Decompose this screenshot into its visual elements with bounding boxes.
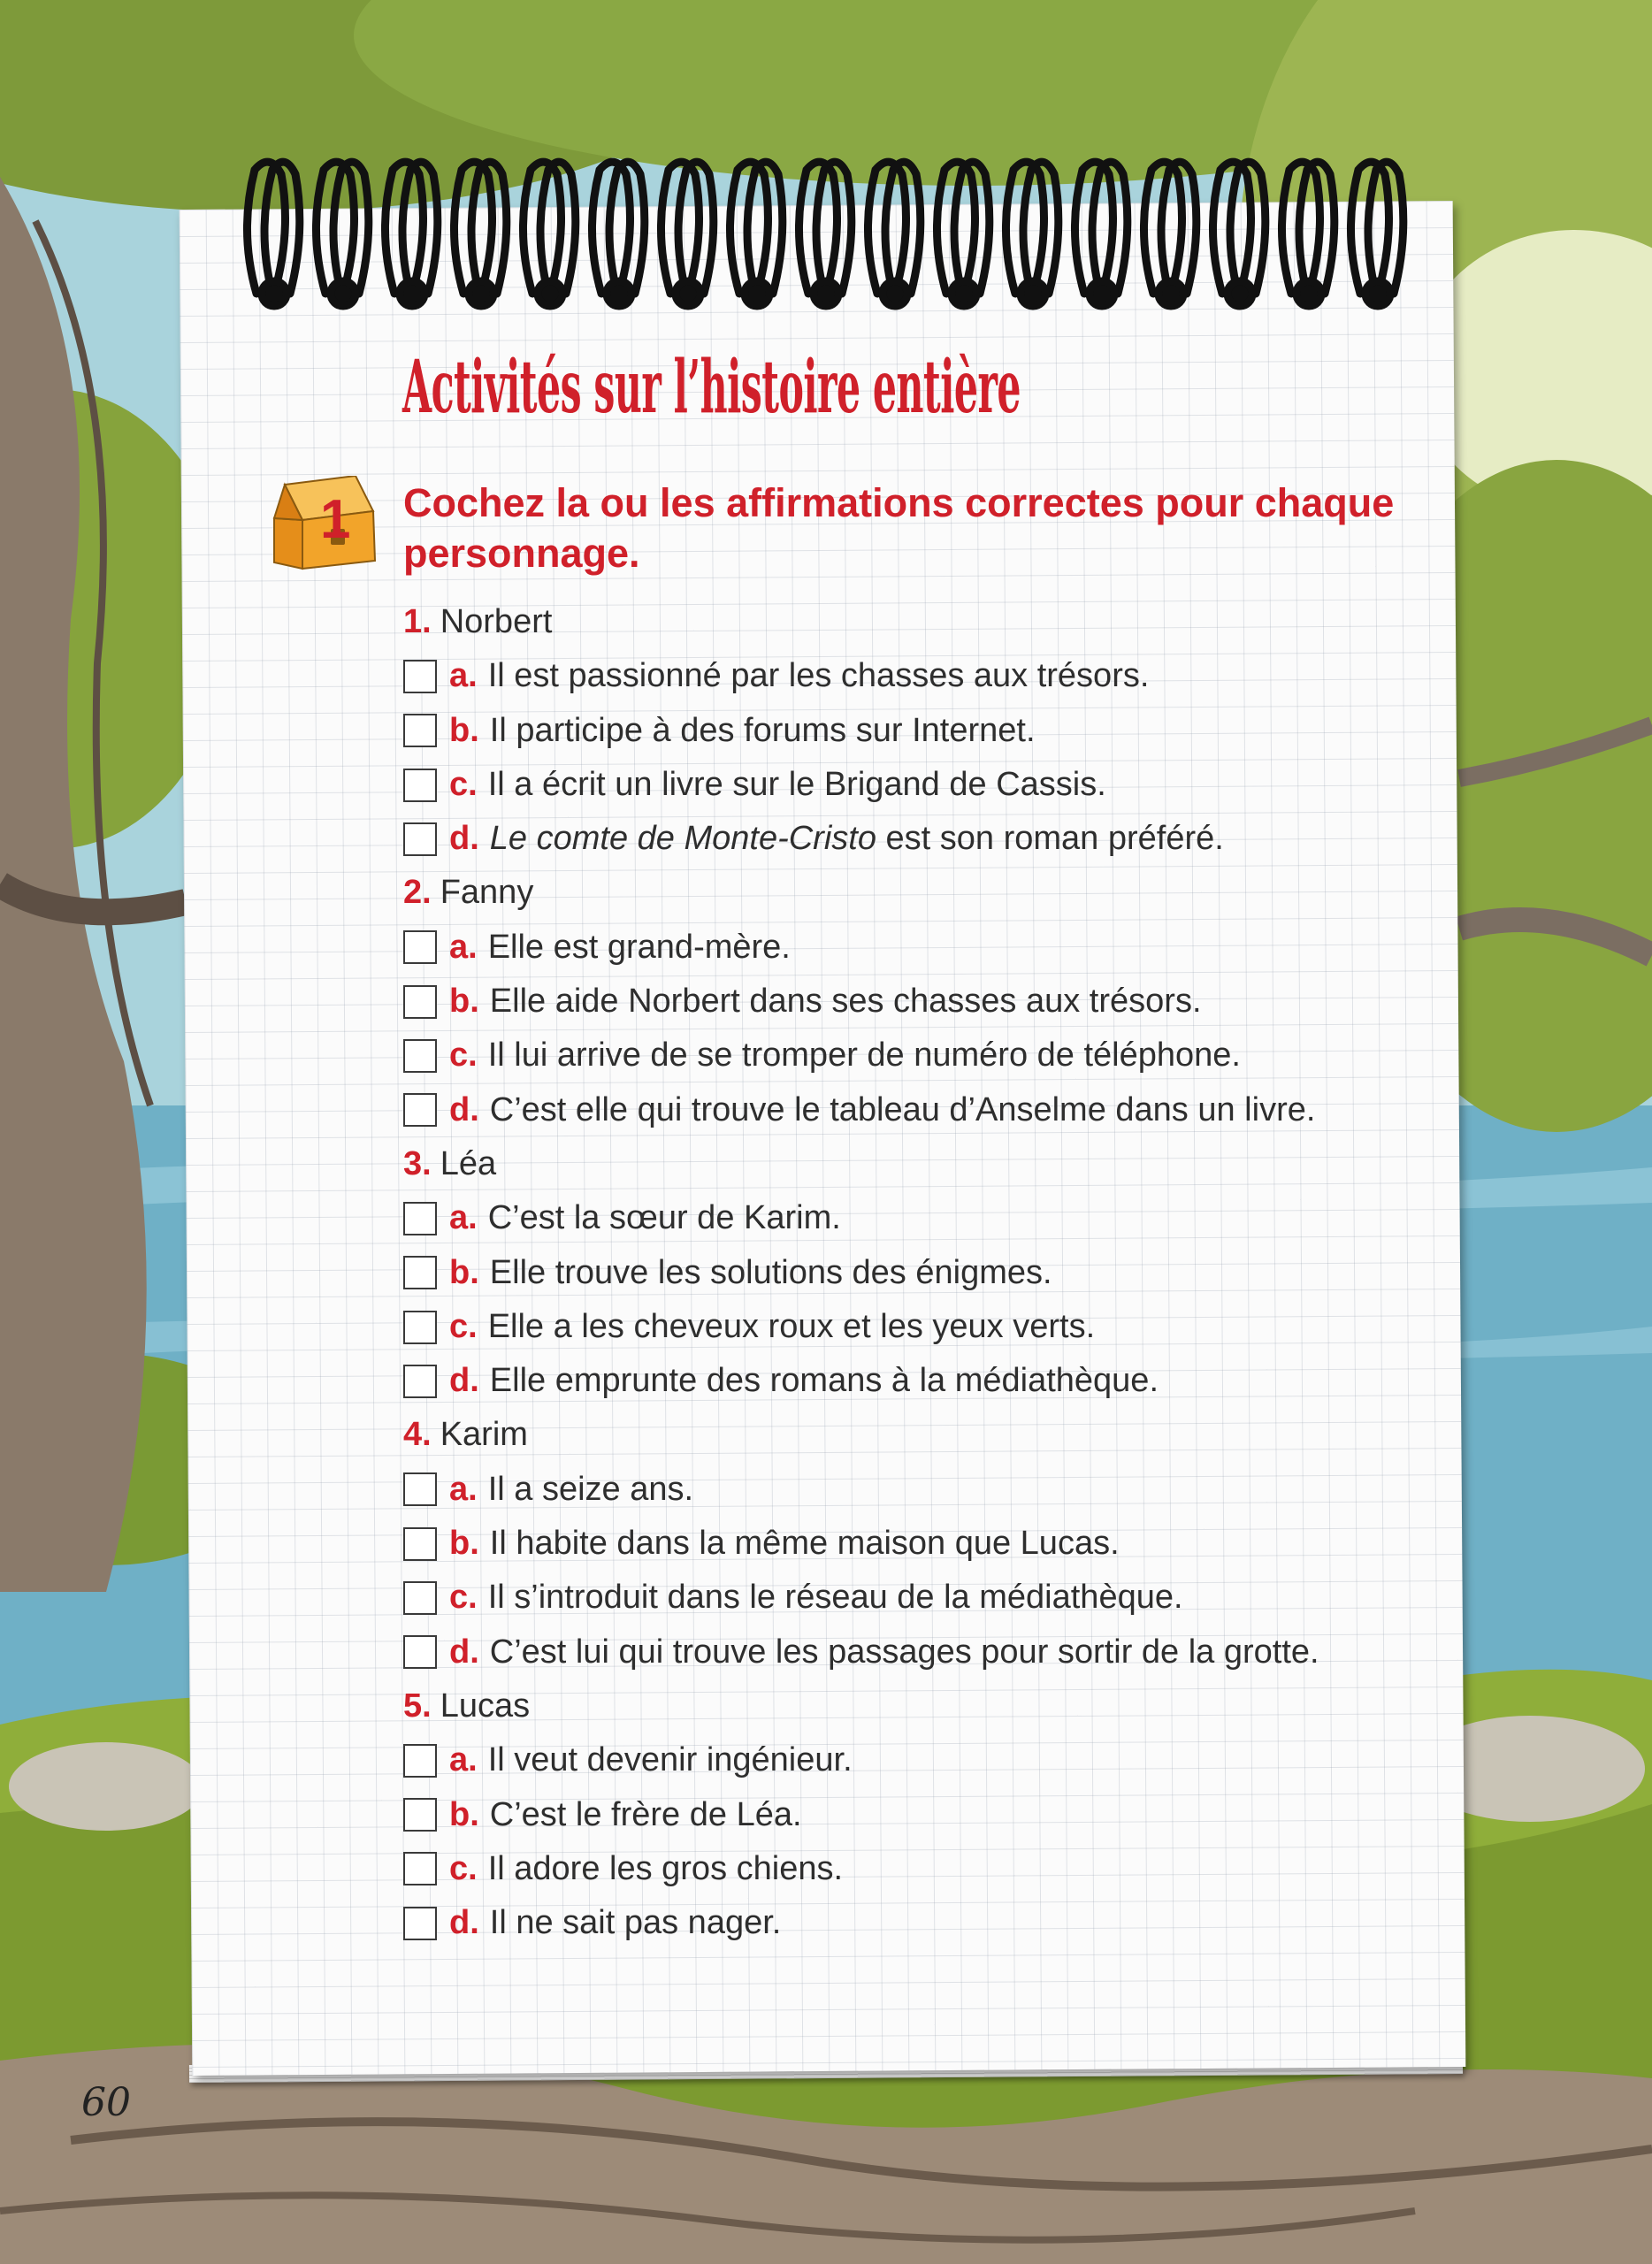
option-checkbox[interactable] (403, 930, 437, 964)
option-row (403, 758, 1465, 812)
character-name: Karim (440, 1416, 528, 1454)
question-heading (403, 1408, 1465, 1462)
option-letter: a. (449, 1741, 478, 1779)
option-row (403, 1517, 1465, 1571)
option-text: C’est lui qui trouve les passages pour sortir de la grotte. (489, 1633, 1319, 1671)
option-text: Il a seize ans. (487, 1470, 694, 1508)
option-checkbox[interactable] (403, 985, 437, 1019)
activity-number: 1 (320, 489, 351, 550)
page-number: 60 (81, 2080, 131, 2125)
option-text: Il ne sait pas nager. (489, 1904, 782, 1942)
option-row (403, 921, 1465, 975)
option-letter: a. (449, 657, 478, 695)
book-title: Le comte de Monte-Cristo (489, 820, 876, 858)
option-text: Il est passionné par les chasses aux trésors. (487, 657, 1150, 695)
option-letter: d. (449, 1090, 479, 1128)
option-row (403, 1191, 1465, 1245)
treasure-chest-icon (267, 476, 382, 573)
option-checkbox[interactable] (403, 1202, 437, 1235)
option-checkbox[interactable] (403, 714, 437, 747)
option-checkbox[interactable] (403, 1039, 437, 1073)
character-name: Fanny (440, 874, 534, 912)
character-name: Norbert (440, 603, 553, 640)
spiral-binding (230, 152, 1450, 311)
option-text: Il lui arrive de se tromper de numéro de téléphone. (487, 1036, 1241, 1075)
option-text: Elle aide Norbert dans ses chasses aux trésors. (489, 983, 1202, 1021)
option-letter: b. (449, 1795, 479, 1833)
activity-instruction: Cochez la ou les affirmations correctes pour chaque personnage. (403, 480, 1395, 576)
option-letter: b. (449, 1525, 479, 1563)
question-number: 1. (403, 603, 432, 640)
question-heading (403, 866, 1465, 920)
option-row (403, 1788, 1465, 1842)
option-checkbox[interactable] (403, 1744, 437, 1778)
option-letter: c. (449, 1307, 478, 1345)
option-text: Il s’introduit dans le réseau de la médiathèque. (487, 1579, 1183, 1617)
option-text: Elle a les cheveux roux et les yeux verts. (487, 1307, 1096, 1345)
option-text: C’est la sœur de Karim. (487, 1199, 841, 1237)
option-row (403, 1354, 1465, 1408)
option-checkbox[interactable] (403, 1527, 437, 1561)
character-name: Lucas (440, 1687, 531, 1725)
option-row (403, 1733, 1465, 1787)
option-letter: d. (449, 820, 479, 858)
option-text: Il participe à des forums sur Internet. (489, 711, 1036, 749)
question-list (403, 595, 1465, 1950)
page-title: Activités sur l’histoire entière (402, 345, 1021, 430)
option-row (403, 812, 1465, 866)
option-row (403, 704, 1465, 758)
option-row (403, 1029, 1465, 1082)
option-letter: c. (449, 1579, 478, 1617)
character-name: Léa (440, 1144, 497, 1182)
option-letter: a. (449, 928, 478, 966)
option-text: Il habite dans la même maison que Lucas. (489, 1525, 1120, 1563)
option-row (403, 1300, 1465, 1354)
option-checkbox[interactable] (403, 769, 437, 802)
option-checkbox[interactable] (403, 1581, 437, 1615)
option-checkbox[interactable] (403, 1256, 437, 1289)
option-row (403, 975, 1465, 1029)
option-text: Il veut devenir ingénieur. (487, 1741, 853, 1779)
option-text: Il a écrit un livre sur le Brigand de Cassis. (487, 765, 1106, 803)
option-text: C’est le frère de Léa. (489, 1795, 802, 1833)
option-text: C’est elle qui trouve le tableau d’Anselme dans un livre. (489, 1090, 1316, 1128)
option-checkbox[interactable] (403, 1907, 437, 1940)
option-checkbox[interactable] (403, 1093, 437, 1127)
option-letter: c. (449, 1036, 478, 1075)
option-row (403, 1571, 1465, 1625)
option-row (403, 1083, 1465, 1137)
option-letter: b. (449, 711, 479, 749)
option-text: Il adore les gros chiens. (487, 1849, 844, 1887)
option-text: Elle emprunte des romans à la médiathèque. (489, 1362, 1159, 1400)
option-row (403, 1625, 1465, 1679)
option-checkbox[interactable] (403, 822, 437, 856)
question-number: 3. (403, 1144, 432, 1182)
question-heading (403, 595, 1465, 649)
question-number: 4. (403, 1416, 432, 1454)
option-row (403, 1842, 1465, 1896)
option-letter: c. (449, 765, 478, 803)
option-letter: d. (449, 1633, 479, 1671)
option-row (403, 1463, 1465, 1517)
question-heading (403, 1679, 1465, 1733)
option-checkbox[interactable] (403, 1798, 437, 1832)
question-number: 5. (403, 1687, 432, 1725)
question-number: 2. (403, 874, 432, 912)
option-letter: c. (449, 1849, 478, 1887)
option-letter: a. (449, 1470, 478, 1508)
option-text: Elle trouve les solutions des énigmes. (489, 1253, 1052, 1291)
option-checkbox[interactable] (403, 1365, 437, 1398)
option-row (403, 1246, 1465, 1300)
option-letter: b. (449, 1253, 479, 1291)
option-letter: b. (449, 983, 479, 1021)
question-heading (403, 1137, 1465, 1191)
option-checkbox[interactable] (403, 1635, 437, 1669)
option-row (403, 649, 1465, 703)
option-checkbox[interactable] (403, 660, 437, 693)
option-letter: d. (449, 1362, 479, 1400)
option-text: Elle est grand-mère. (487, 928, 791, 966)
option-letter: a. (449, 1199, 478, 1237)
option-checkbox[interactable] (403, 1311, 437, 1344)
option-text: est son roman préféré. (876, 820, 1224, 858)
option-checkbox[interactable] (403, 1852, 437, 1885)
option-checkbox[interactable] (403, 1472, 437, 1506)
option-row (403, 1896, 1465, 1950)
option-letter: d. (449, 1904, 479, 1942)
